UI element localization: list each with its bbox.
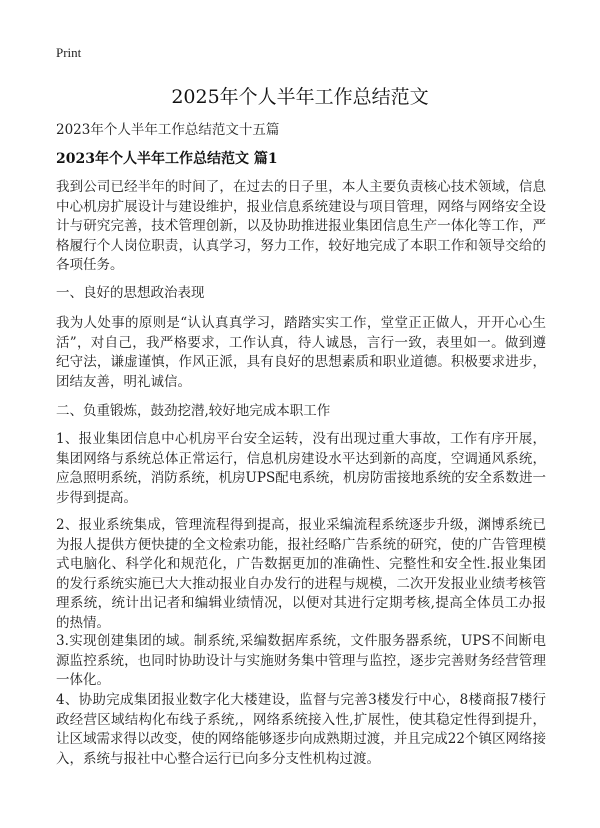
paragraph-intro: 我到公司已经半年的时间了，在过去的日子里，本人主要负责核心技术领域，信息中心机房扩展设计与建设维护，报业信息系统建设与项目管理，网络与网络安全设计与研究完善，技术管理创新，以及协助推进报业集团信息生产一体化等工作，严格履行个人岗位职责，认真学习，努力工作，较好地完成了本职工作和领导交给的各项任务。	[56, 179, 546, 273]
paragraph-item-2: 2、报业系统集成，管理流程得到提高，报业采编流程系统逐步升级，渊博系统已为报人提供方便快捷的全文检索功能，报社经略广告系统的研究，使的广告管理模式电脑化、科学化和规范化，广告数据更加的准确性、完整性和安全性.报业集团的发行系统实施已大大推动报业自办发行的进程与规模，二次开发报业业绩考核管理系统，统计出记者和编辑业绩情况，以便对其进行定期考核,提高全体员工办报的热情。	[56, 517, 546, 631]
section-title: 2023年个人半年工作总结范文 篇1	[56, 151, 278, 167]
paragraph-item-4: 4、协助完成集团报业数字化大楼建设，监督与完善3楼发行中心，8楼商报7楼行政经营区域结构化布线子系统,，网络系统接入性,扩展性，使其稳定性得到提升，让区域需求得以改变，使的网络能够逐步向成熟期过渡，并且完成22个镇区网络接入，系统与报社中心整合运行已向多分支性机构过渡。	[56, 692, 546, 767]
document-subtitle: 2023年个人半年工作总结范文十五篇	[56, 122, 280, 138]
heading-political-performance: 一、良好的思想政治表现	[56, 285, 205, 301]
paragraph-item-1: 1、报业集团信息中心机房平台安全运转，没有出现过重大事故，工作有序开展，集团网络与系统总体正常运行，信息机房建设水平达到新的高度，空调通风系统，应急照明系统，消防系统，机房UPS配电系统，机房防雷接地系统的安全系数进一步得到提高。	[56, 431, 546, 506]
paragraph-item-3: 3.实现创建集团的域。制系统,采编数据库系统，文件服务器系统，UPS不间断电源监控系统，也同时协助设计与实施财务集中管理与监控，逐步完善财务经营管理一体化。	[56, 633, 546, 688]
page-title: 2025年个人半年工作总结范文	[171, 86, 429, 108]
print-link[interactable]: Print	[56, 45, 82, 60]
heading-duties: 二、负重锻炼，鼓劲挖潜,较好地完成本职工作	[56, 403, 331, 419]
paragraph-principles: 我为人处事的原则是“认认真真学习，踏踏实实工作，堂堂正正做人，开开心心生活”，对自己，我严格要求，工作认真，待人诚恳，言行一致，表里如一。做到遵纪守法，谦虚谨慎，作风正派，具有良好的思想素质和职业道德。积极要求进步，团结友善，明礼诚信。	[56, 315, 546, 390]
